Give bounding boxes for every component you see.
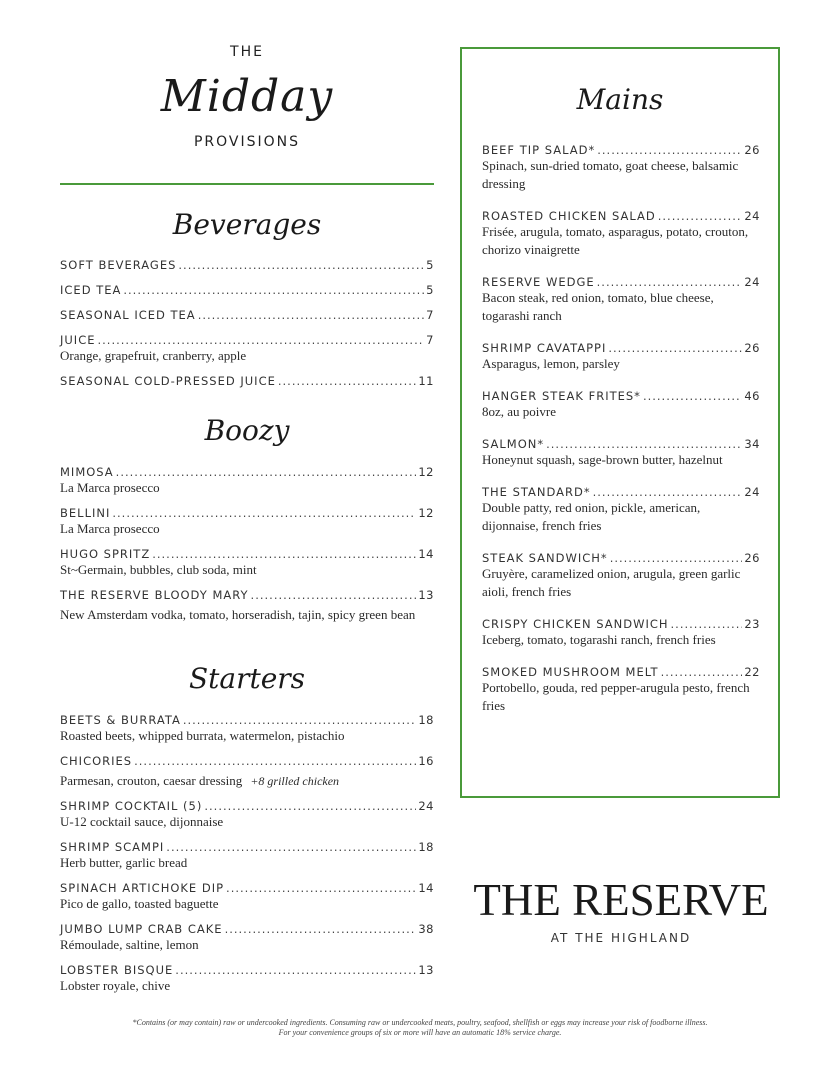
item-name: SOFT BEVERAGES <box>60 258 177 272</box>
leader-dots <box>98 333 425 347</box>
item-name: JUMBO LUMP CRAB CAKE <box>60 922 223 936</box>
leader-dots <box>643 389 742 403</box>
menu-item <box>60 333 434 365</box>
item-description: Bacon steak, red onion, tomato, blue cheese, togarashi ranch <box>482 290 714 323</box>
item-name: SHRIMP SCAMPI <box>60 840 165 854</box>
header-the: THE <box>230 44 264 60</box>
item-price: 7 <box>426 308 434 322</box>
leader-dots <box>278 374 416 388</box>
menu-item <box>60 713 434 745</box>
leader-dots <box>116 465 417 479</box>
item-description: Iceberg, tomato, togarashi ranch, french fries <box>482 632 716 647</box>
leader-dots <box>597 143 742 157</box>
item-description: Rémoulade, saltine, lemon <box>60 937 199 952</box>
boozy-list <box>60 465 434 624</box>
menu-item <box>60 922 434 954</box>
item-description: Lobster royale, chive <box>60 978 171 993</box>
footer-line-2: For your convenience groups of six or more will have an automatic 18% service charge. <box>278 1028 562 1037</box>
item-name: BELLINI <box>60 506 111 520</box>
item-name: SALMON* <box>482 437 545 451</box>
menu-item <box>60 799 434 831</box>
menu-item <box>60 258 434 272</box>
menu-item <box>482 551 760 601</box>
leader-dots <box>112 506 416 520</box>
leader-dots <box>658 209 743 223</box>
item-price: 24 <box>744 275 760 289</box>
item-description: 8oz, au poivre <box>482 404 557 419</box>
item-name: SEASONAL ICED TEA <box>60 308 196 322</box>
item-description: Gruyère, caramelized onion, arugula, green garlic aioli, french fries <box>482 566 741 599</box>
menu-header <box>60 44 434 150</box>
item-name: MIMOSA <box>60 465 114 479</box>
item-description <box>60 772 434 790</box>
leader-dots <box>597 275 743 289</box>
item-name: STEAK SANDWICH* <box>482 551 608 565</box>
item-price: 26 <box>744 341 760 355</box>
leader-dots <box>610 551 743 565</box>
item-description: Roasted beets, whipped burrata, watermelon, pistachio <box>60 728 345 743</box>
item-name: CRISPY CHICKEN SANDWICH <box>482 617 669 631</box>
item-name: ICED TEA <box>60 283 122 297</box>
item-name: JUICE <box>60 333 96 347</box>
menu-item <box>60 963 434 995</box>
item-price: 12 <box>418 506 434 520</box>
starters-title: Starters <box>188 662 306 695</box>
starters-list <box>60 713 434 995</box>
logo-subtitle: AT THE HIGHLAND <box>550 931 692 945</box>
menu-item <box>482 617 760 649</box>
item-name: SEASONAL COLD-PRESSED JUICE <box>60 374 276 388</box>
mains-list <box>482 143 760 731</box>
leader-dots <box>198 308 424 322</box>
item-price: 34 <box>744 437 760 451</box>
item-name: HANGER STEAK FRITES* <box>482 389 641 403</box>
item-description: Honeynut squash, sage-brown butter, hazelnut <box>482 452 723 467</box>
menu-item <box>60 506 434 538</box>
footer-line-1: *Contains (or may contain) raw or undercooked ingredients. Consuming raw or undercooked meats, poultry, seafood, shellfish or eggs may increase your risk of foodborne illness. <box>132 1018 708 1027</box>
item-price: 24 <box>418 799 434 813</box>
item-price: 18 <box>418 713 434 727</box>
menu-item <box>482 341 760 373</box>
menu-item <box>60 547 434 579</box>
item-price: 5 <box>426 283 434 297</box>
item-description: Pico de gallo, toasted baguette <box>60 896 219 911</box>
menu-item <box>482 485 760 535</box>
item-name: CHICORIES <box>60 754 133 768</box>
item-price: 38 <box>418 922 434 936</box>
leader-dots <box>661 665 743 679</box>
item-price: 22 <box>744 665 760 679</box>
leader-dots <box>608 341 742 355</box>
leader-dots <box>671 617 743 631</box>
menu-item <box>60 588 434 624</box>
item-description: Herb butter, garlic bread <box>60 855 188 870</box>
item-price: 7 <box>426 333 434 347</box>
item-description: St~Germain, bubbles, club soda, mint <box>60 562 257 577</box>
item-price: 24 <box>744 485 760 499</box>
logo-wordmark: THE RESERVE <box>473 875 769 925</box>
item-price: 26 <box>744 143 760 157</box>
menu-item <box>482 437 760 469</box>
item-price: 26 <box>744 551 760 565</box>
leader-dots <box>123 283 424 297</box>
header-title-script: Midday <box>160 71 334 122</box>
item-price: 18 <box>418 840 434 854</box>
leader-dots <box>593 485 743 499</box>
item-description: La Marca prosecco <box>60 480 160 495</box>
item-price: 24 <box>744 209 760 223</box>
menu-item <box>60 881 434 913</box>
item-description: Orange, grapefruit, cranberry, apple <box>60 348 247 363</box>
boozy-title: Boozy <box>204 414 290 447</box>
item-name: ROASTED CHICKEN SALAD <box>482 209 656 223</box>
item-addon: +8 grilled chicken <box>250 774 340 788</box>
menu-item <box>60 283 434 297</box>
leader-dots <box>152 547 416 561</box>
menu-item <box>482 143 760 193</box>
item-price: 11 <box>418 374 434 388</box>
menu-item <box>60 465 434 497</box>
menu-item <box>60 308 434 322</box>
item-description: Asparagus, lemon, parsley <box>482 356 620 371</box>
leader-dots <box>183 713 417 727</box>
item-price: 23 <box>744 617 760 631</box>
item-price: 16 <box>418 754 434 768</box>
item-description: U-12 cocktail sauce, dijonnaise <box>60 814 224 829</box>
leader-dots <box>178 258 424 272</box>
leader-dots <box>134 754 416 768</box>
beverages-title: Beverages <box>172 208 322 241</box>
item-description: Portobello, gouda, red pepper-arugula pesto, french fries <box>482 680 750 713</box>
item-name: SHRIMP COCKTAIL (5) <box>60 799 203 813</box>
mains-box <box>460 47 780 798</box>
item-name: SHRIMP CAVATAPPI <box>482 341 607 355</box>
item-name: THE STANDARD* <box>482 485 591 499</box>
item-price: 13 <box>418 963 434 977</box>
item-price: 12 <box>418 465 434 479</box>
item-price: 13 <box>418 588 434 602</box>
leader-dots <box>175 963 416 977</box>
menu-item <box>60 754 434 790</box>
item-price: 14 <box>418 547 434 561</box>
item-name: LOBSTER BISQUE <box>60 963 174 977</box>
leader-dots <box>204 799 416 813</box>
menu-item <box>482 665 760 715</box>
item-name: THE RESERVE BLOODY MARY <box>60 588 249 602</box>
mains-title: Mains <box>576 83 664 116</box>
menu-item <box>60 374 434 388</box>
footer-disclaimer <box>0 1018 840 1038</box>
header-divider <box>60 183 434 185</box>
menu-item <box>482 389 760 421</box>
beverages-list <box>60 258 434 388</box>
leader-dots <box>546 437 742 451</box>
leader-dots <box>226 881 416 895</box>
header-subtitle: PROVISIONS <box>193 134 301 150</box>
item-price: 5 <box>426 258 434 272</box>
item-price: 46 <box>744 389 760 403</box>
item-name: BEEF TIP SALAD* <box>482 143 596 157</box>
item-name: RESERVE WEDGE <box>482 275 595 289</box>
item-name: BEETS & BURRATA <box>60 713 181 727</box>
menu-item <box>482 209 760 259</box>
item-name: SMOKED MUSHROOM MELT <box>482 665 659 679</box>
item-name: SPINACH ARTICHOKE DIP <box>60 881 225 895</box>
leader-dots <box>225 922 417 936</box>
item-name: HUGO SPRITZ <box>60 547 151 561</box>
menu-item <box>482 275 760 325</box>
item-description: Spinach, sun-dried tomato, goat cheese, balsamic dressing <box>482 158 739 191</box>
menu-item <box>60 840 434 872</box>
item-price: 14 <box>418 881 434 895</box>
item-description-text: Parmesan, crouton, caesar dressing <box>60 773 243 788</box>
restaurant-logo <box>463 875 779 945</box>
leader-dots <box>251 588 417 602</box>
item-description: La Marca prosecco <box>60 521 160 536</box>
item-description: Double patty, red onion, pickle, american, dijonnaise, french fries <box>482 500 701 533</box>
item-description: New Amsterdam vodka, tomato, horseradish, tajin, spicy green bean <box>60 607 416 622</box>
leader-dots <box>166 840 416 854</box>
item-description: Frisée, arugula, tomato, asparagus, potato, crouton, chorizo vinaigrette <box>482 224 749 257</box>
